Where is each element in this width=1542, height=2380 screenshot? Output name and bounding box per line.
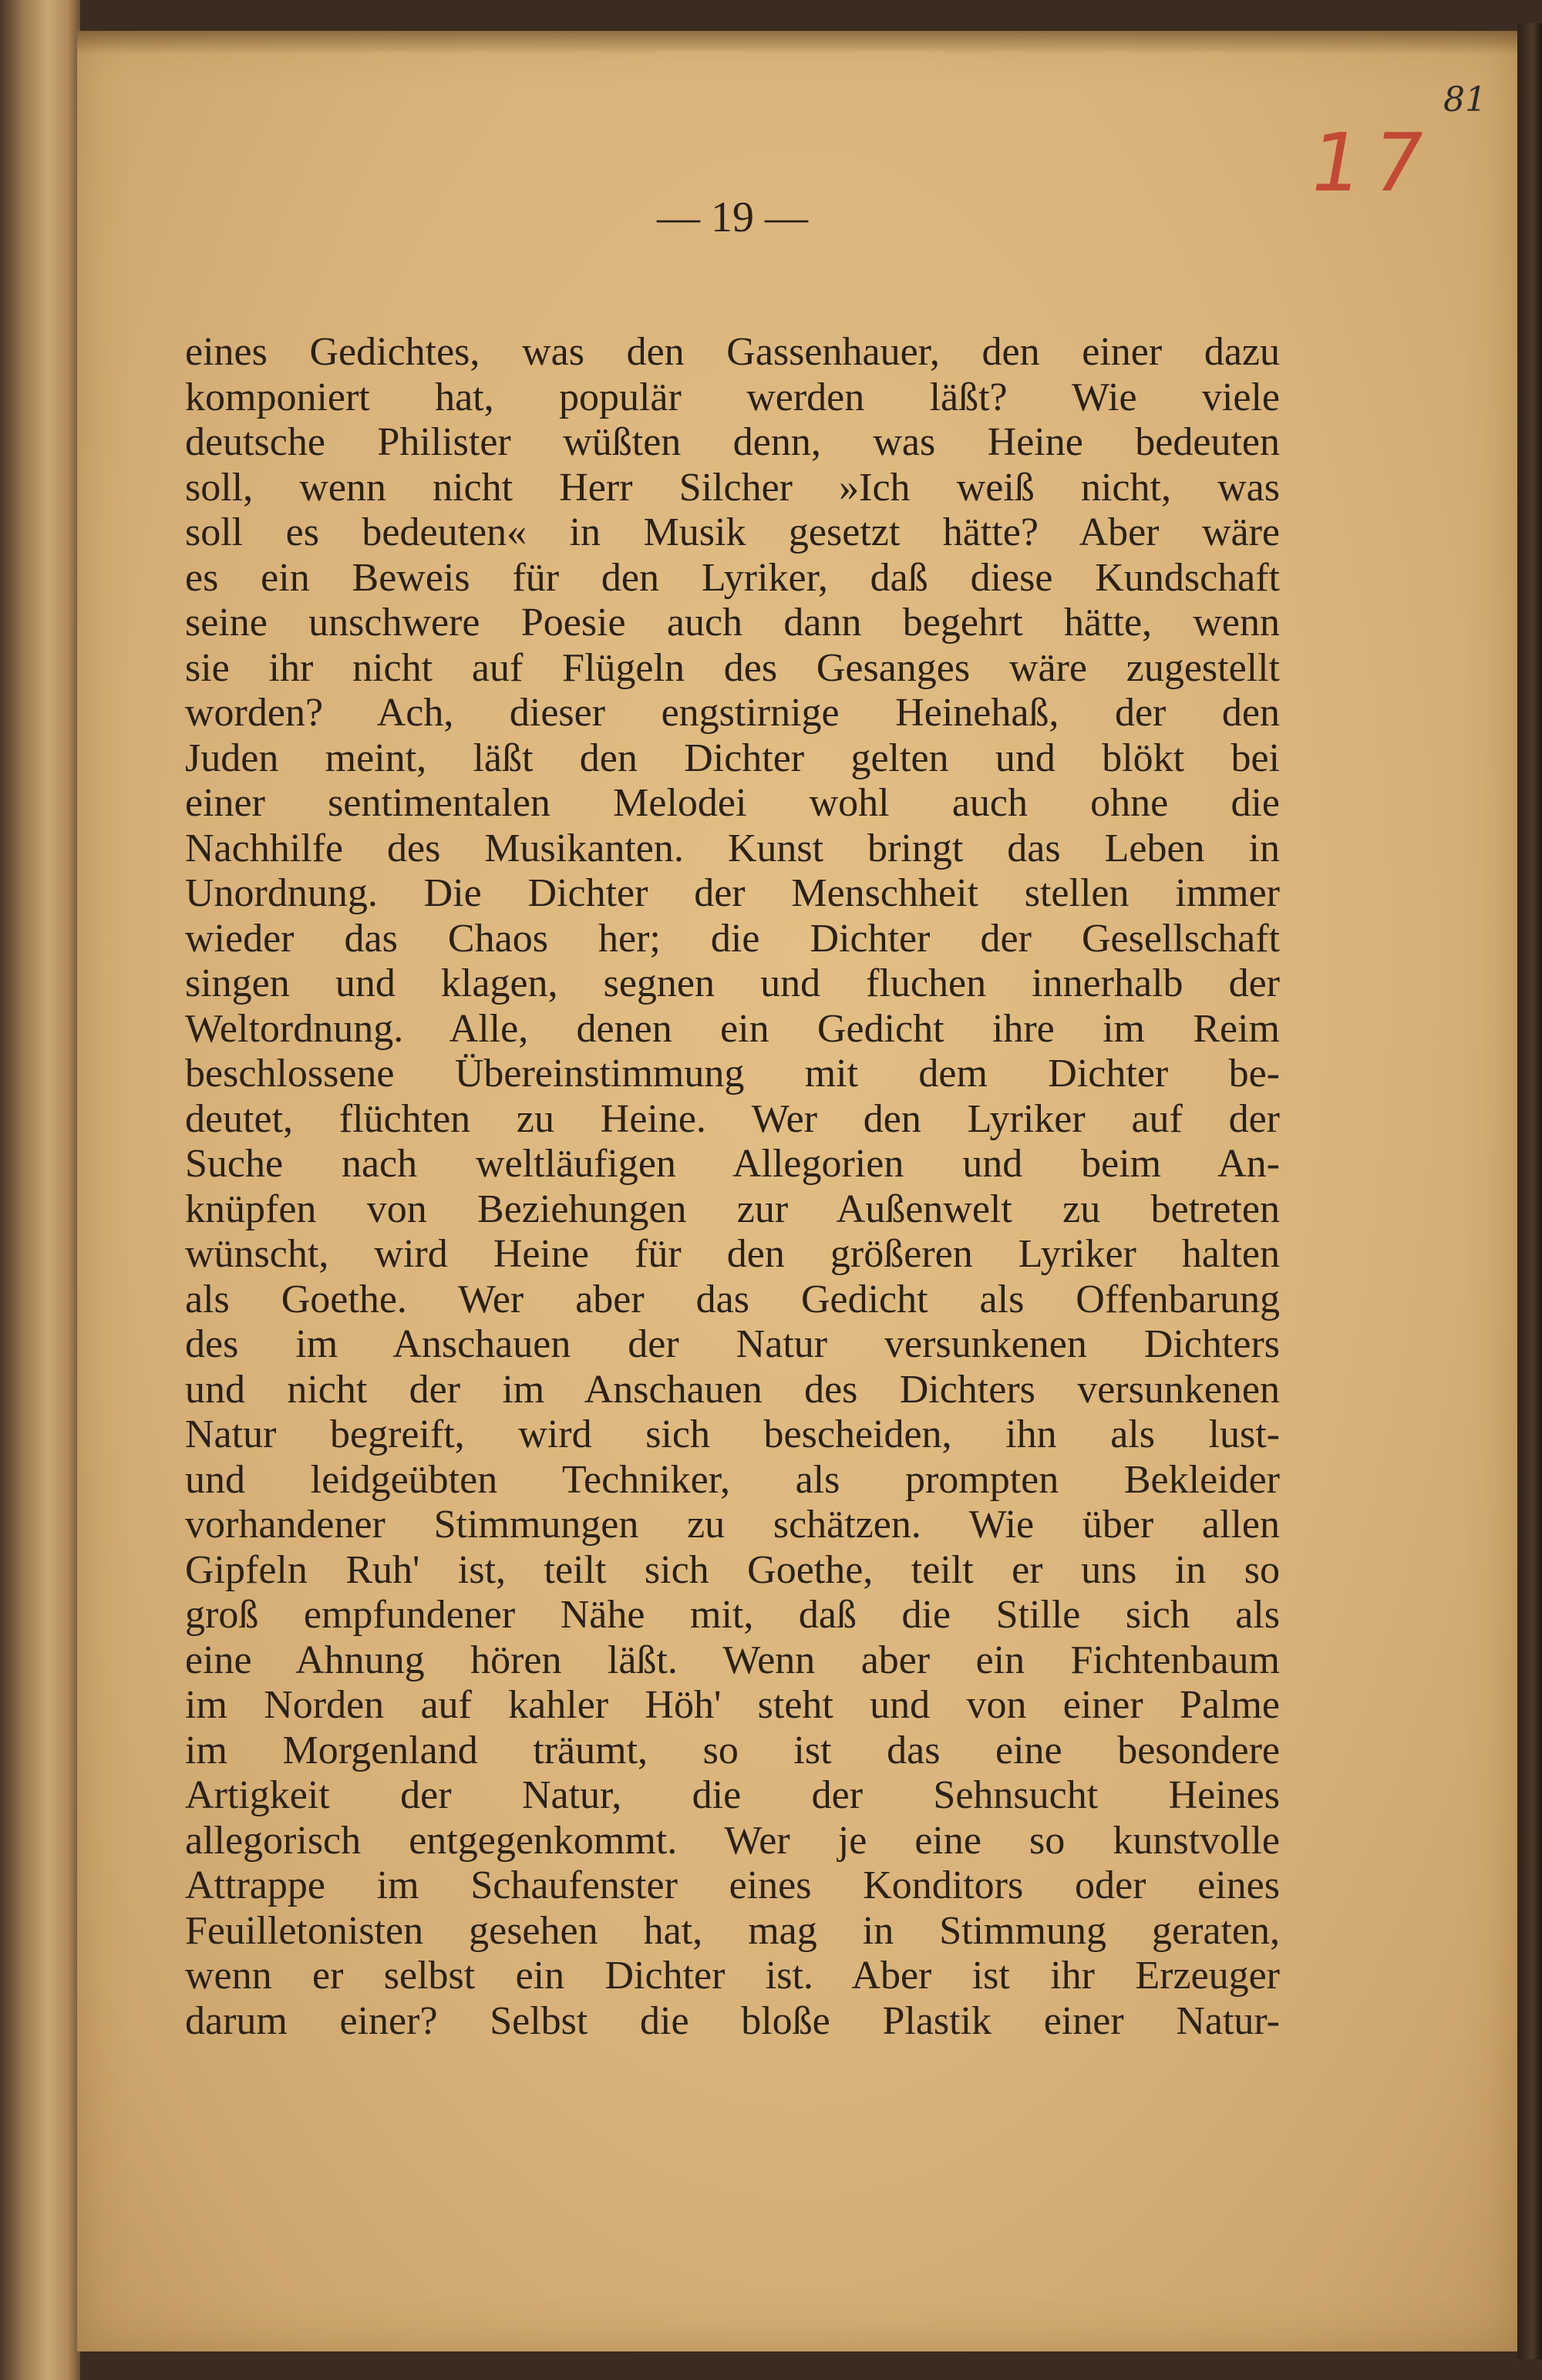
text-line: Nachhilfe des Musikanten. Kunst bringt das Leben in <box>185 826 1280 870</box>
page-number: — 19 — <box>657 194 808 241</box>
page-top-shadow <box>77 31 1517 54</box>
text-line: deutet, flüchten zu Heine. Wer den Lyriker auf der <box>185 1096 1280 1141</box>
text-line: sie ihr nicht auf Flügeln des Gesanges wäre zugestellt <box>185 645 1280 690</box>
book-spine-left <box>0 0 80 2380</box>
body-text <box>185 330 1280 2044</box>
text-line: als Goethe. Wer aber das Gedicht als Offenbarung <box>185 1277 1280 1321</box>
text-line: und leidgeübten Techniker, als prompten Bekleider <box>185 1457 1280 1502</box>
text-line: Artigkeit der Natur, die der Sehnsucht Heines <box>185 1773 1280 1817</box>
text-line: Unordnung. Die Dichter der Menschheit stellen immer <box>185 871 1280 915</box>
text-line: Attrappe im Schaufenster eines Konditors oder eines <box>185 1863 1280 1907</box>
handwritten-page-number: 17 <box>1302 116 1443 210</box>
text-line: allegorisch entgegenkommt. Wer je eine so kunstvolle <box>185 1818 1280 1863</box>
text-line: vorhandener Stimmungen zu schätzen. Wie über allen <box>185 1503 1280 1547</box>
text-line: Gipfeln Ruh' ist, teilt sich Goethe, teilt er uns in so <box>185 1547 1280 1592</box>
text-line: soll es bedeuten« in Musik gesetzt hätte? Aber wäre <box>185 510 1280 554</box>
text-line: soll, wenn nicht Herr Silcher »Ich weiß nicht, was <box>185 465 1280 510</box>
text-line: worden? Ach, dieser engstirnige Heinehaß, der den <box>185 691 1280 735</box>
text-line: Natur begreift, wird sich bescheiden, ihn als lust- <box>185 1412 1280 1456</box>
text-line: Suche nach weltläufigen Allegorien und beim An- <box>185 1142 1280 1186</box>
text-line: Feuilletonisten gesehen hat, mag in Stimmung geraten, <box>185 1908 1280 1953</box>
text-line: darum einer? Selbst die bloße Plastik einer Natur- <box>185 1998 1280 2043</box>
text-line: Juden meint, läßt den Dichter gelten und blökt bei <box>185 736 1280 780</box>
text-line: im Morgenland träumt, so ist das eine besondere <box>185 1728 1280 1772</box>
text-line: des im Anschauen der Natur versunkenen Dichters <box>185 1322 1280 1366</box>
text-line: im Norden auf kahler Höh' steht und von einer Palme <box>185 1683 1280 1727</box>
text-line: komponiert hat, populär werden läßt? Wie viele <box>185 375 1280 419</box>
text-line: einer sentimentalen Melodei wohl auch ohne die <box>185 781 1280 825</box>
text-line: und nicht der im Anschauen des Dichters versunkenen <box>185 1367 1280 1412</box>
text-line: wünscht, wird Heine für den größeren Lyriker halten <box>185 1232 1280 1276</box>
text-line: Weltordnung. Alle, denen ein Gedicht ihre im Reim <box>185 1006 1280 1051</box>
text-line: seine unschwere Poesie auch dann begehrt hätte, wenn <box>185 601 1280 645</box>
text-line: singen und klagen, segnen und fluchen innerhalb der <box>185 961 1280 1005</box>
text-line: wieder das Chaos her; die Dichter der Gesellschaft <box>185 916 1280 961</box>
text-line: eines Gedichtes, was den Gassenhauer, den einer dazu <box>185 330 1280 374</box>
text-line: groß empfundener Nähe mit, daß die Stille sich als <box>185 1593 1280 1637</box>
text-line: beschlossene Übereinstimmung mit dem Dichter be- <box>185 1052 1280 1096</box>
text-line: wenn er selbst ein Dichter ist. Aber ist ihr Erzeuger <box>185 1954 1280 1998</box>
archive-folio-number: 81 <box>1443 80 1486 120</box>
text-line: eine Ahnung hören läßt. Wenn aber ein Fichtenbaum <box>185 1638 1280 1682</box>
text-line: deutsche Philister wüßten denn, was Heine bedeuten <box>185 420 1280 464</box>
text-line: knüpfen von Beziehungen zur Außenwelt zu betreten <box>185 1187 1280 1231</box>
text-line: es ein Beweis für den Lyriker, daß diese Kundschaft <box>185 555 1280 600</box>
page-edge-right <box>1517 23 1542 2359</box>
